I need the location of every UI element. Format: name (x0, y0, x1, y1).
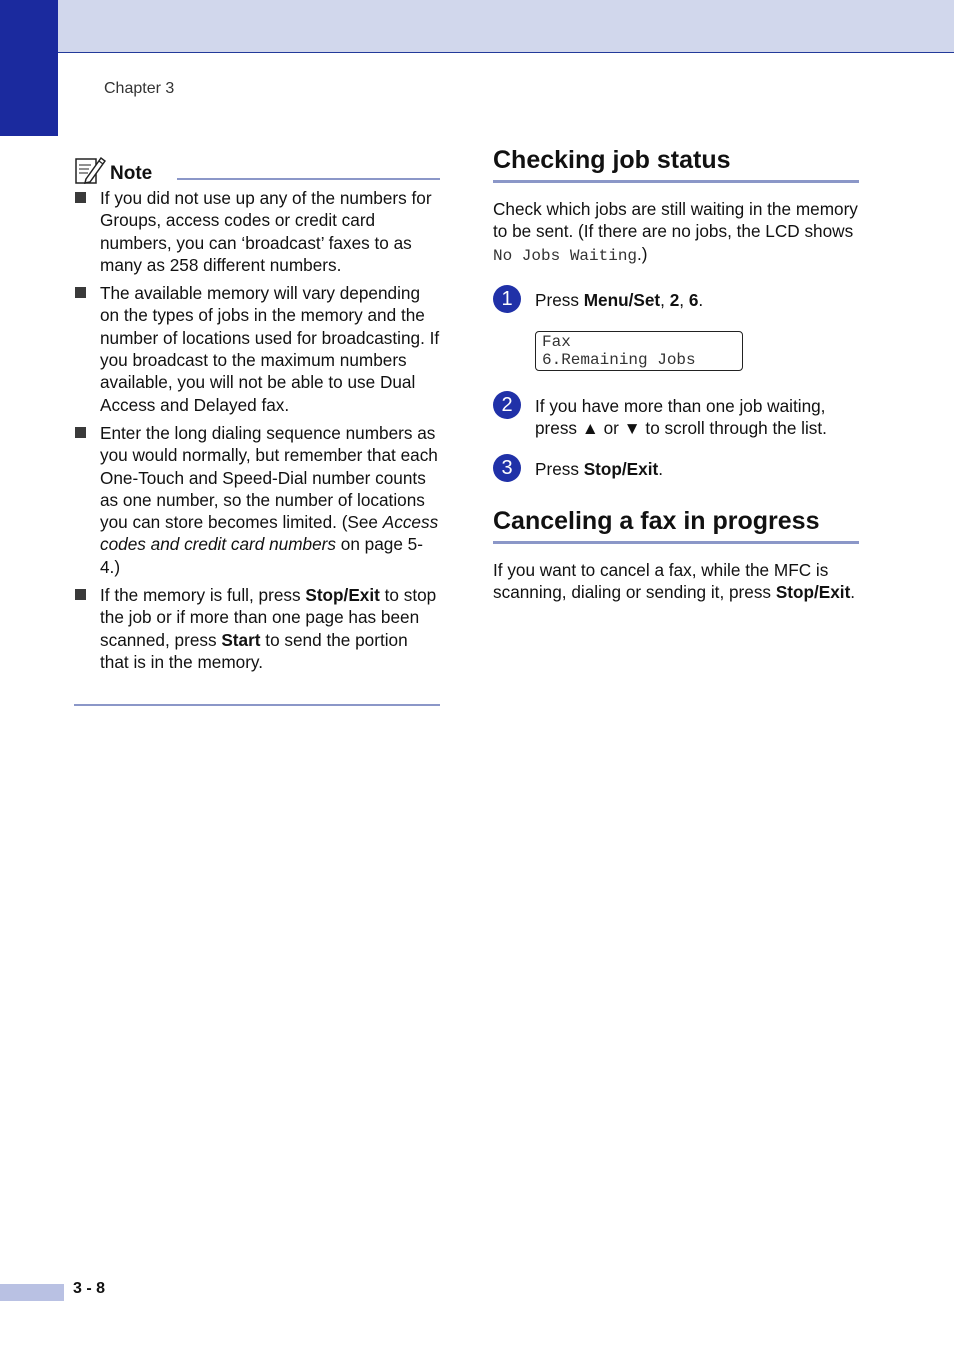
note-rule-top (177, 178, 440, 180)
intro-text: Check which jobs are still waiting in the memory to be sent. (If there are no jobs, the LCD shows (493, 199, 858, 242)
key-stop-exit: Stop/Exit (583, 458, 659, 479)
step-text: . (658, 458, 663, 479)
bullet-square-icon (75, 427, 86, 438)
step-number-icon: 1 (493, 285, 521, 313)
note-rule-bottom (74, 704, 440, 706)
chapter-tab (0, 0, 58, 136)
step-text: If you have more than one job waiting, press ▲ or ▼ to scroll through the list. (535, 396, 827, 439)
step-2 (493, 395, 859, 440)
note-item (74, 187, 440, 276)
note-text: Enter the long dialing sequence numbers as you would normally, but remember that each One-Touch and Speed-Dial number counts as one number, so the number of locations you can store becomes limited. (See (100, 422, 438, 533)
bullet-square-icon (75, 287, 86, 298)
cancel-text-end: . (850, 582, 856, 603)
page-number: 3 - 8 (73, 1280, 106, 1297)
note-text: to stop the job or if more than one page has been scanned, press (100, 585, 437, 650)
heading-checking-job-status: Checking job status (493, 145, 859, 183)
step-text: Press (535, 458, 584, 479)
key-stop-exit: Stop/Exit (775, 582, 851, 603)
cancel-text: If you want to cancel a fax, while the MFC is scanning, dialing or sending it, press (493, 560, 829, 603)
step-number-icon: 3 (493, 454, 521, 482)
bullet-square-icon (75, 192, 86, 203)
job-status-intro (493, 198, 859, 267)
lcd-line-2: 6.Remaining Jobs (542, 351, 696, 370)
bullet-square-icon (75, 589, 86, 600)
footer-bar (0, 1284, 64, 1301)
step-text: Press (535, 289, 584, 310)
step-text: , (679, 289, 689, 310)
cross-reference: Access codes and credit card numbers (100, 512, 439, 555)
note-text: If you did not use up any of the numbers for Groups, access codes or credit card numbers, you can ‘broadcast’ faxes to as many as 258 different numbers. (100, 188, 432, 275)
note-item (74, 584, 440, 673)
note-text: The available memory will vary depending on the types of jobs in the memory and the number of locations used for broadcasting. If you broadcast to the maximum numbers available, you will not be able to use Dual Access and Delayed fax. (100, 283, 440, 415)
step-1 (493, 289, 859, 311)
key-stop-exit: Stop/Exit (305, 585, 380, 606)
step-text: . (698, 289, 704, 310)
key-menu-set: Menu/Set (583, 289, 661, 310)
note-text: If the memory is full, press (100, 585, 306, 606)
key-6: 6 (688, 289, 699, 310)
intro-text-end: .) (637, 243, 648, 264)
step-3 (493, 458, 859, 480)
lcd-line-1: Fax (542, 333, 571, 352)
key-2: 2 (669, 289, 680, 310)
note-header (74, 155, 440, 187)
note-item (74, 282, 440, 416)
note-box (74, 155, 440, 679)
note-text: on page 5-4.) (100, 534, 423, 577)
step-number-icon: 2 (493, 391, 521, 419)
note-title: Note (110, 163, 153, 184)
note-pencil-icon (74, 155, 106, 185)
step-text: , (660, 289, 670, 310)
note-list (74, 187, 440, 673)
note-text: to send the portion that is in the memory. (100, 629, 408, 672)
lcd-message: No Jobs Waiting (493, 246, 638, 265)
header-band (0, 0, 954, 53)
lcd-display (535, 331, 743, 371)
chapter-label: Chapter 3 (104, 80, 175, 97)
right-column (493, 145, 859, 604)
cancel-fax-text (493, 559, 859, 604)
note-item (74, 422, 440, 578)
heading-canceling-fax: Canceling a fax in progress (493, 506, 859, 544)
key-start: Start (221, 629, 261, 650)
